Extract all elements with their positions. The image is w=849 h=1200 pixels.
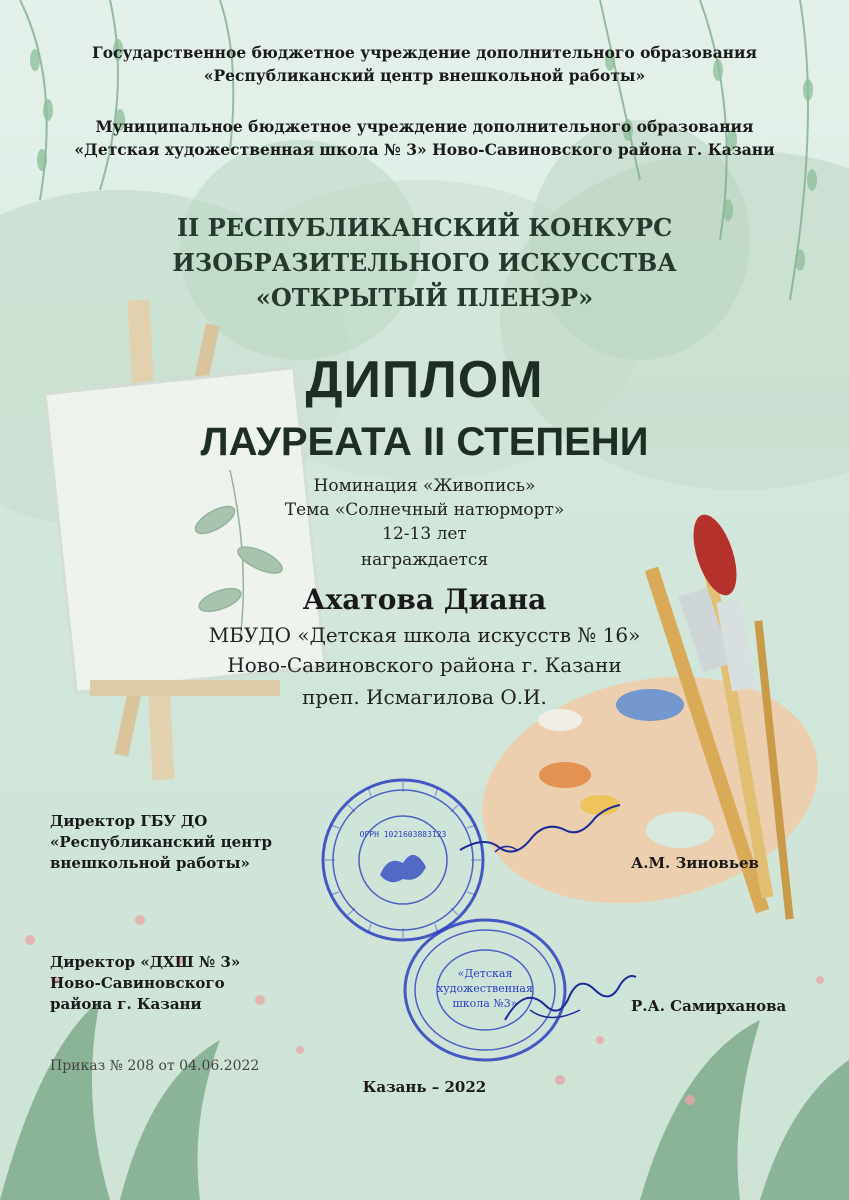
school-line-2: Ново-Савиновского района г. Казани — [227, 653, 622, 677]
stamp-1-ogrn: ОГРН 1021603883123 — [359, 830, 447, 839]
organizer-1-line-2: «Республиканский центр внешкольной работы» — [203, 66, 646, 85]
laureate-degree: ЛАУРЕАТА II СТЕПЕНИ — [200, 420, 649, 464]
organizer-1-line-1: Государственное бюджетное учреждение дополнительного образования — [92, 43, 757, 62]
director-2-title — [50, 952, 310, 1015]
diploma-title: ДИПЛОМ — [305, 351, 544, 409]
teacher: преп. Исмагилова О.И. — [302, 685, 547, 709]
stamp-2-text-1: «Детская — [457, 967, 513, 980]
director-1-name: А.М. Зиновьев — [631, 854, 759, 872]
director-2-name: Р.А. Самирханова — [631, 997, 787, 1015]
school-line-1: МБУДО «Детская школа искусств № 16» — [208, 623, 641, 647]
theme: Тема «Солнечный натюрморт» — [284, 500, 565, 520]
snow-leopard-emblem-icon — [380, 855, 426, 882]
director-2-title-line-2: Ново-Савиновского — [50, 974, 225, 992]
director-1-title — [50, 811, 310, 874]
director-1-title-line-3: внешкольной работы» — [50, 854, 250, 872]
director-2-title-line-1: Директор «ДХШ № 3» — [50, 953, 241, 971]
order-number: Приказ № 208 от 04.06.2022 — [50, 1058, 260, 1074]
signature-1 — [455, 800, 625, 870]
director-2-title-line-3: района г. Казани — [50, 995, 202, 1013]
contest-title-line-1: II РЕСПУБЛИКАНСКИЙ КОНКУРС — [176, 213, 673, 242]
stamp-2-text-3: школа №3» — [452, 997, 518, 1010]
organizer-2-line-1: Муниципальное бюджетное учреждение дополнительного образования — [95, 117, 754, 136]
age-group: 12-13 лет — [382, 524, 467, 544]
director-1-title-line-1: Директор ГБУ ДО — [50, 812, 208, 830]
signature-2 — [500, 965, 640, 1035]
director-1-title-line-2: «Республиканский центр — [50, 833, 272, 851]
place-and-year: Казань – 2022 — [362, 1078, 487, 1096]
recipient-name: Ахатова Диана — [302, 583, 547, 616]
contest-title-line-3: «ОТКРЫТЫЙ ПЛЕНЭР» — [255, 283, 594, 312]
awarded-label: награждается — [360, 550, 489, 570]
nomination: Номинация «Живопись» — [313, 476, 536, 496]
organizer-2-line-2: «Детская художественная школа № 3» Ново-Савиновского района г. Казани — [74, 140, 775, 159]
stamp-2-text-2: художественная — [437, 982, 533, 995]
contest-title-line-2: ИЗОБРАЗИТЕЛЬНОГО ИСКУССТВА — [172, 248, 677, 277]
